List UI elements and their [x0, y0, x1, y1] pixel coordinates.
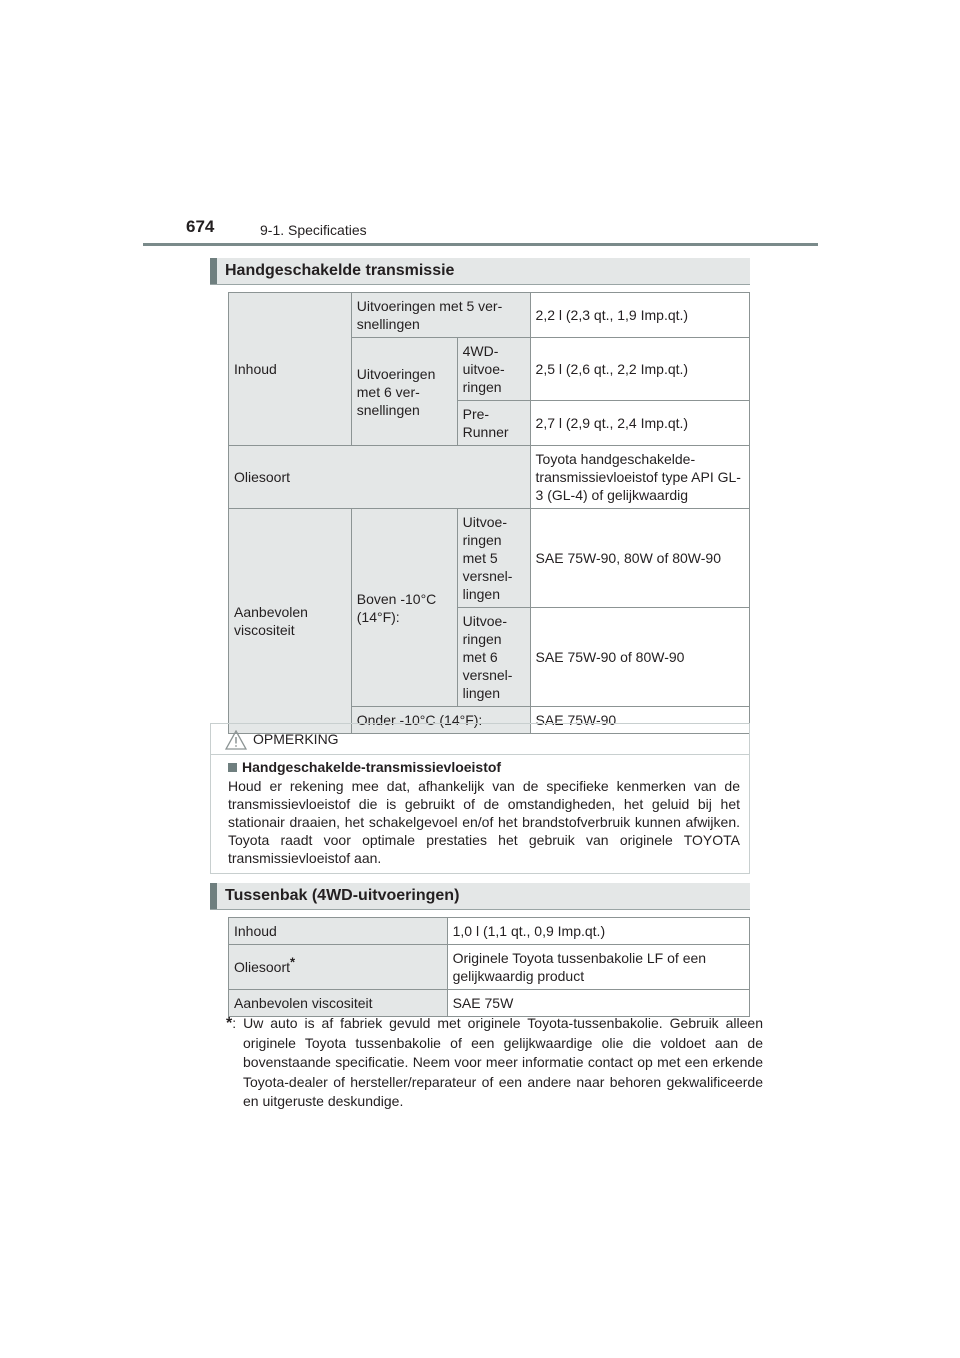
header-rule: [143, 243, 818, 246]
section-bar: [210, 883, 217, 909]
chapter-title: 9-1. Specificaties: [260, 222, 367, 238]
cell-above-temp: Boven -10°C (14°F):: [351, 509, 457, 707]
cell-4wd: 4WD-uitvoe-ringen: [457, 338, 530, 401]
cell-viscosity: Aanbevolen viscositeit: [229, 509, 352, 734]
cell-5-speed-visc: Uitvoe-ringen met 5 versnel-lingen: [457, 509, 530, 608]
page-number: 674: [186, 217, 215, 236]
cell-viscosity: Aanbevolen viscositeit: [229, 990, 448, 1017]
cell-6-speed: Uitvoeringen met 6 ver-snellingen: [351, 338, 457, 446]
cell-5-speed: Uitvoeringen met 5 ver-snellingen: [351, 293, 530, 338]
note-body: Houd er rekening mee dat, afhankelijk van de specifieke kenmerken van de transmissievloeistof die is gebruikt of de omstandigheden, het geluid bij het stationair draaien, het schakelgevoel en/of het brandstofverbruik kunnen afwijken. Toyota raadt voor optimale prestaties het gebruik van originele TOYOTA transmissievloeistof aan.: [228, 778, 740, 866]
cell-6-speed-visc: Uitvoe-ringen met 6 versnel-lingen: [457, 608, 530, 707]
footnote-text: : Uw auto is af fabriek gevuld met originele Toyota-tussenbakolie. Gebruik alleen originele Toyota tussenbakolie of een gelijkwaardige olie die voldoet aan de bovenstaande specificatie. Neem voor meer informatie contact op met een erkende Toyota-dealer of hersteller/reparateur of een andere naar behoren gekwalificeerde en uitgeruste deskundige.: [232, 1015, 763, 1109]
cell-prerunner: Pre-Runner: [457, 401, 530, 446]
cell-below-temp-value: SAE 75W-90: [530, 707, 749, 734]
note-box: [210, 723, 750, 874]
footnote-star: *: [226, 1015, 233, 1032]
cell-inhoud: Inhoud: [229, 918, 448, 945]
cell-oliesoort-value: Toyota handgeschakelde-transmissievloeistof type API GL-3 (GL-4) of gelijkwaardig: [530, 446, 749, 509]
section-title: Handgeschakelde transmissie: [225, 262, 455, 279]
cell-below-temp: Onder -10°C (14°F):: [351, 707, 530, 734]
cell-inhoud: Inhoud: [229, 293, 352, 446]
cell-5-speed-value: 2,2 l (2,3 qt., 1,9 Imp.qt.): [530, 293, 749, 338]
cell-oliesoort: [229, 945, 448, 990]
note-title: OPMERKING: [253, 731, 339, 747]
bullet-square-icon: [228, 763, 237, 772]
cell-oliesoort: Oliesoort: [229, 446, 531, 509]
section-title: Tussenbak (4WD-uitvoeringen): [225, 887, 460, 904]
footnote: [226, 1014, 763, 1112]
section-bar: [210, 258, 217, 284]
note-subtitle-text: Handgeschakelde-transmissievloeistof: [242, 759, 502, 775]
cell-oliesoort-value: Originele Toyota tussenbakolie LF of een gelijkwaardig product: [447, 945, 749, 990]
cell-viscosity-value: SAE 75W: [447, 990, 749, 1017]
transfer-case-spec-table: [228, 917, 750, 1017]
section-heading-transmission: [210, 258, 750, 285]
section-heading-transfer-case: [210, 883, 750, 910]
oliesoort-label: Oliesoort: [234, 959, 291, 975]
transmission-spec-table: [228, 292, 750, 734]
cell-prerunner-value: 2,7 l (2,9 qt., 2,4 Imp.qt.): [530, 401, 749, 446]
cell-inhoud-value: 1,0 l (1,1 qt., 0,9 Imp.qt.): [447, 918, 749, 945]
warning-icon: [225, 730, 247, 750]
cell-5-speed-visc-value: SAE 75W-90, 80W of 80W-90: [530, 509, 749, 608]
footnote-star: *: [290, 954, 296, 970]
note-subtitle: [228, 759, 501, 775]
cell-6-speed-visc-value: SAE 75W-90 of 80W-90: [530, 608, 749, 707]
cell-4wd-value: 2,5 l (2,6 qt., 2,2 Imp.qt.): [530, 338, 749, 401]
note-header: [211, 724, 749, 755]
